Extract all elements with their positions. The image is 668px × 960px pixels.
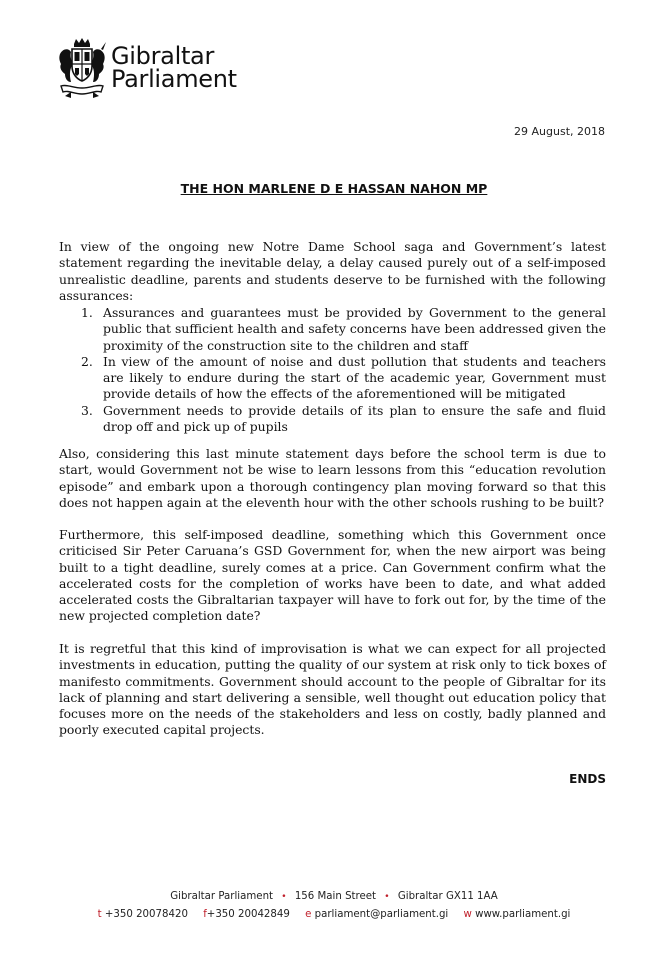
footer-street: 156 Main Street [294, 891, 377, 902]
coat-of-arms-icon [57, 38, 107, 100]
footer-phone: +350 20078420 [104, 909, 188, 920]
fax-prefix: f [203, 909, 207, 920]
list-item-text: Assurances and guarantees must be provided by Government to the general public that sufficient health and safety concerns have been addressed given the proximity of the construction site to the children and staff [103, 305, 606, 353]
list-item [59, 305, 606, 354]
document-title: THE HON MARLENE D E HASSAN NAHON MP [180, 181, 488, 196]
list-item-number: 3. [81, 402, 93, 418]
footer-email-link[interactable]: parliament@parliament.gi [314, 909, 449, 920]
release-date: 29 August, 2018 [514, 125, 605, 138]
intro-paragraph: In view of the ongoing new Notre Dame School saga and Government’s latest statement regarding the inevitable delay, a delay caused purely out of a self-imposed unrealistic deadline, parents and students deserve to be furnished with the following assurances: [59, 239, 606, 303]
separator-icon: • [384, 892, 390, 902]
assurances-list [59, 305, 606, 435]
list-item-text: Government needs to provide details of its plan to ensure the safe and fluid drop off and pick up of pupils [103, 402, 606, 435]
email-prefix: e [305, 909, 312, 920]
list-item [59, 403, 606, 436]
list-item-number: 1. [81, 305, 93, 320]
brand-line-2: Parliament [111, 65, 237, 93]
footer-fax: +350 20042849 [206, 909, 290, 920]
footer-org: Gibraltar Parliament [170, 891, 274, 902]
costs-paragraph: Furthermore, this self-imposed deadline, something which this Government once criticised Sir Peter Caruana’s GSD Government for, when the new airport was being built to a tight deadline, surely comes at a price. Can Government confirm what the accelerated costs for the completion of works have been to date, and what added accelerated costs the Gibraltarian taxpayer will have to fork out for, by the time of the new projected completion date? [59, 527, 606, 624]
phone-prefix: t [97, 909, 102, 920]
ends-marker: ENDS [569, 772, 606, 786]
list-item-number: 2. [81, 353, 93, 369]
contingency-paragraph: Also, considering this last minute statement days before the school term is due to start, would Government not be wise to learn lessons from this “education revolution episode” and embark upon a thorough contingency plan moving forward so that this does not happen again at the eleventh hour with the other schools rushing to be built? [59, 446, 606, 510]
web-prefix: w [463, 909, 472, 920]
header-logo [57, 38, 237, 100]
brand-name [111, 42, 237, 93]
brand-line-1: Gibraltar [111, 42, 215, 70]
footer-city: Gibraltar GX11 1AA [397, 891, 498, 902]
separator-icon: • [281, 892, 287, 902]
conclusion-paragraph: It is regretful that this kind of improvisation is what we can expect for all projected investments in education, putting the quality of our system at risk only to tick boxes of manifesto commitments. Government should account to the people of Gibraltar for its lack of planning and start delivering a sensible, well thought out education policy that focuses more on the needs of the stakeholders and less on costly, badly planned and poorly executed capital projects. [59, 641, 606, 738]
footer-web-link[interactable]: www.parliament.gi [475, 909, 571, 920]
footer-address [0, 891, 668, 902]
list-item-text: In view of the amount of noise and dust pollution that students and teachers are likely to endure during the start of the academic year, Government must provide details of how the effects of the aforementioned will be mitigated [103, 353, 606, 402]
footer-contacts [0, 909, 668, 920]
list-item [59, 354, 606, 403]
